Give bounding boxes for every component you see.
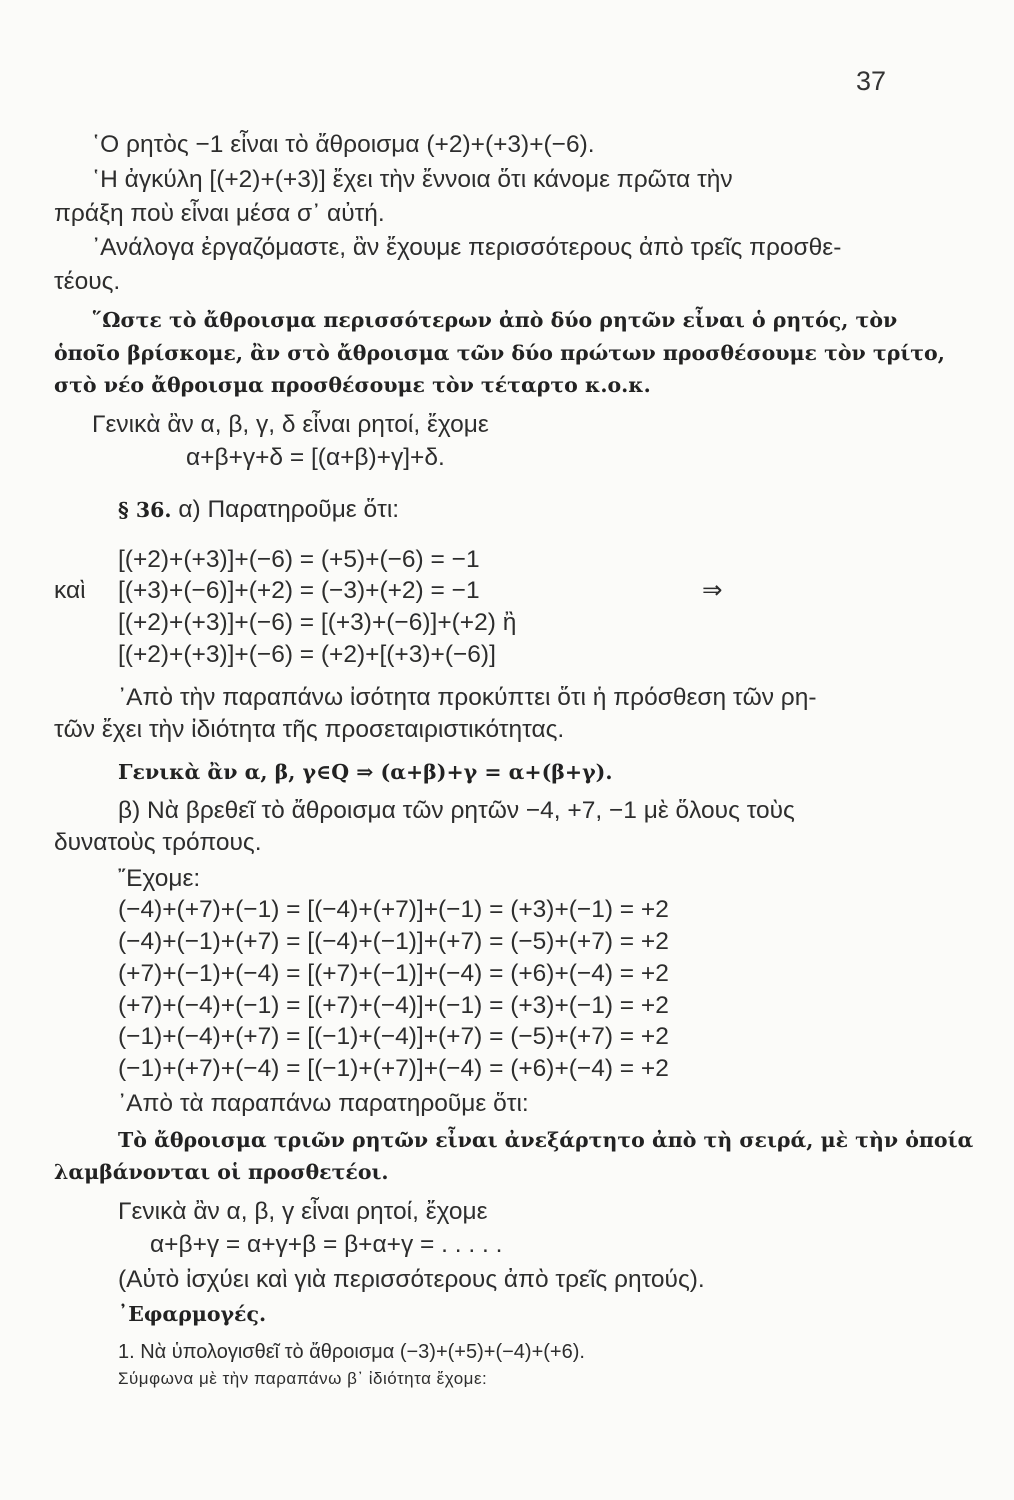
we-have-label: ῎Εχομε: bbox=[118, 865, 201, 892]
sum-row-3: (+7)+(−1)+(−4) = [(+7)+(−1)]+(−4) = (+6)+(−4) = +2 bbox=[118, 960, 669, 987]
section-number: § 36. bbox=[118, 498, 172, 522]
sum-row-5: (−1)+(−4)+(+7) = [(−1)+(−4)]+(+7) = (−5)+(+7) = +2 bbox=[118, 1023, 669, 1050]
conclusion1-line-1: ᾽Απὸ τὴν παραπάνω ἰσότητα προκύπτει ὅτι ἡ πρόσθεση τῶν ρη- bbox=[118, 684, 817, 711]
general-statement-3: Γενικὰ ἂν α, β, γ εἶναι ρητοί, ἔχομε bbox=[118, 1198, 488, 1225]
page-number: 37 bbox=[855, 66, 886, 96]
general-statement-1: Γενικὰ ἂν α, β, γ, δ εἶναι ρητοί, ἔχομε bbox=[92, 411, 489, 438]
implies-arrow: ⇒ bbox=[702, 577, 723, 604]
note-line: (Αὐτὸ ἰσχύει καὶ γιὰ περισσότερους ἀπὸ τρεῖς ρητούς). bbox=[118, 1266, 705, 1293]
section-intro: α) Παρατηροῦμε ὅτι: bbox=[178, 496, 400, 523]
assoc-line-4: [(+2)+(+3)]+(−6) = (+2)+[(+3)+(−6)] bbox=[118, 641, 496, 668]
part-b-line-2: δυνατοὺς τρόπους. bbox=[54, 829, 262, 856]
formula-1: α+β+γ+δ = [(α+β)+γ]+δ. bbox=[186, 444, 445, 471]
applications-title: ᾽Εφαρμογές. bbox=[118, 1302, 267, 1326]
part-b-line-1: β) Νὰ βρεθεῖ τὸ ἄθροισμα τῶν ρητῶν −4, +7, −1 μὲ ὅλους τοὺς bbox=[118, 797, 795, 824]
assoc-line-2: [(+3)+(−6)]+(+2) = (−3)+(+2) = −1 bbox=[118, 577, 480, 604]
sum-row-4: (+7)+(−4)+(−1) = [(+7)+(−4)]+(−1) = (+3)+(−1) = +2 bbox=[118, 992, 669, 1019]
intro-line-5: τέους. bbox=[54, 268, 121, 295]
general-associative-rule: Γενικὰ ἂν α, β, γ∈Q ⇒ (α+β)+γ = α+(β+γ). bbox=[118, 760, 613, 784]
observe-line: ᾽Απὸ τὰ παραπάνω παρατηροῦμε ὅτι: bbox=[118, 1090, 529, 1117]
conclusion1-line-2: τῶν ἔχει τὴν ἰδιότητα τῆς προσεταιριστικότητας. bbox=[54, 716, 565, 743]
sum-row-2: (−4)+(−1)+(+7) = [(−4)+(−1)]+(+7) = (−5)+(+7) = +2 bbox=[118, 928, 669, 955]
rule1-line-3: στὸ νέο ἄθροισμα προσθέσουμε τὸν τέταρτο κ.ο.κ. bbox=[54, 373, 651, 397]
rule1-line-2: ὁποῖο βρίσκομε, ἂν στὸ ἄθροισμα τῶν δύο πρώτων προσθέσουμε τὸν τρίτο, bbox=[54, 341, 945, 365]
rule1-line-1: ῞Ωστε τὸ ἄθροισμα περισσότερων ἀπὸ δύο ρητῶν εἶναι ὁ ρητός, τὸν bbox=[92, 308, 898, 332]
intro-line-1: ῾Ο ρητὸς −1 εἶναι τὸ ἄθροισμα (+2)+(+3)+(−6). bbox=[92, 131, 595, 158]
intro-line-4: ᾽Ανάλογα ἐργαζόμαστε, ἂν ἔχουμε περισσότερους ἀπὸ τρεῖς προσθε- bbox=[92, 234, 842, 261]
rule2-line-2: λαμβάνονται οἱ προσθετέοι. bbox=[54, 1160, 389, 1184]
intro-line-3: πράξη ποὺ εἶναι μέσα σ᾽ αὐτή. bbox=[54, 200, 385, 227]
sum-row-6: (−1)+(+7)+(−4) = [(−1)+(+7)]+(−4) = (+6)+(−4) = +2 bbox=[118, 1055, 669, 1082]
rule2-line-1: Τὸ ἄθροισμα τριῶν ρητῶν εἶναι ἀνεξάρτητο ἀπὸ τὴ σειρά, μὲ τὴν ὁποία bbox=[118, 1128, 974, 1152]
formula-3: α+β+γ = α+γ+β = β+α+γ = . . . . . bbox=[150, 1231, 503, 1258]
assoc-line-3: [(+2)+(+3)]+(−6) = [(+3)+(−6)]+(+2) ἢ bbox=[118, 609, 517, 636]
section-header bbox=[118, 498, 399, 523]
exercise-1: 1. Νὰ ὑπολογισθεῖ τὸ ἄθροισμα (−3)+(+5)+(−4)+(+6). bbox=[118, 1341, 585, 1363]
intro-line-2: ῾Η ἀγκύλη [(+2)+(+3)] ἔχει τὴν ἔννοια ὅτι κάνομε πρῶτα τὴν bbox=[92, 166, 733, 193]
sum-row-1: (−4)+(+7)+(−1) = [(−4)+(+7)]+(−1) = (+3)+(−1) = +2 bbox=[118, 896, 669, 923]
exercise-1-note: Σύμφωνα μὲ τὴν παραπάνω β᾽ ἰδιότητα ἔχομε: bbox=[118, 1369, 488, 1388]
assoc-line-1: [(+2)+(+3)]+(−6) = (+5)+(−6) = −1 bbox=[118, 546, 480, 573]
assoc-kai: καὶ bbox=[54, 577, 86, 604]
